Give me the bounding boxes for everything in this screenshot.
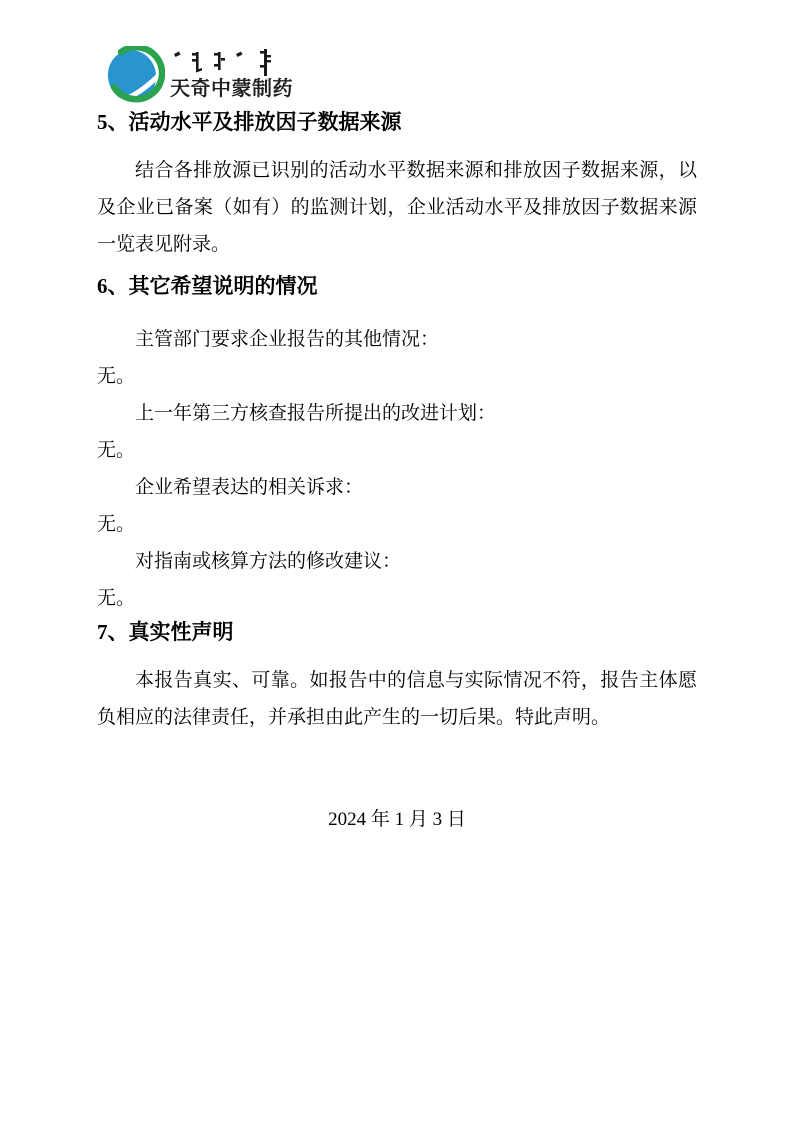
- company-name: 天奇中蒙制药: [170, 78, 293, 100]
- section-5-heading: 5、活动水平及排放因子数据来源: [97, 110, 402, 134]
- qa-answer: 无。: [97, 366, 136, 387]
- qa-answer: 无。: [97, 588, 136, 609]
- section-7-heading: 7、真实性声明: [97, 620, 234, 644]
- qa-prompt: 主管部门要求企业报告的其他情况：: [135, 329, 440, 350]
- section-6-qa-list: [97, 321, 697, 617]
- date-line: 2024 年 1 月 3 日: [328, 809, 466, 830]
- section-5-paragraph: 结合各排放源已识别的活动水平数据来源和排放因子数据来源，以及企业已备案（如有）的监测计划，企业活动水平及排放因子数据来源一览表见附录。: [97, 160, 697, 255]
- section-6-heading: 6、其它希望说明的情况: [97, 274, 318, 298]
- mongolian-script-icon: [172, 49, 284, 77]
- logo-text-block: [170, 46, 293, 101]
- qa-answer: 无。: [97, 440, 136, 461]
- qa-answer: 无。: [97, 514, 136, 535]
- company-logo: [105, 46, 293, 106]
- logo-mark-icon: [105, 46, 165, 106]
- qa-prompt: 对指南或核算方法的修改建议：: [135, 551, 402, 572]
- qa-prompt: 上一年第三方核查报告所提出的改进计划：: [135, 403, 497, 424]
- qa-prompt: 企业希望表达的相关诉求：: [135, 477, 364, 498]
- section-7-paragraph: 本报告真实、可靠。如报告中的信息与实际情况不符，报告主体愿负相应的法律责任，并承担由此产生的一切后果。特此声明。: [97, 670, 697, 728]
